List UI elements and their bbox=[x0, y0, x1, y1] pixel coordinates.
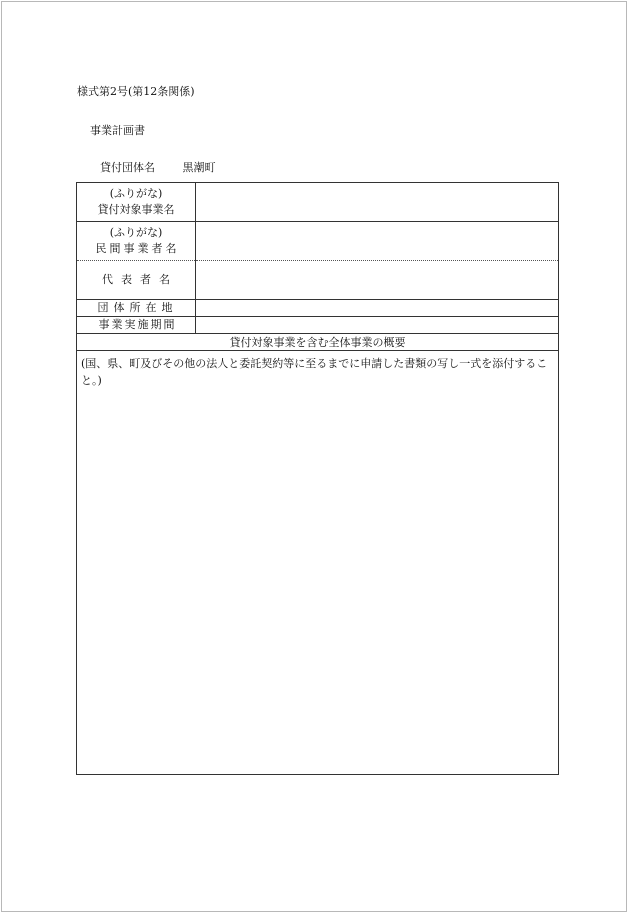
summary-header: 貸付対象事業を含む全体事業の概要 bbox=[77, 334, 559, 351]
project-furigana: (ふりがな) bbox=[109, 187, 163, 200]
table-row bbox=[77, 334, 559, 351]
address-label: 団体所在地 bbox=[77, 300, 196, 317]
form-number: 様式第2号(第12条関係) bbox=[77, 85, 195, 98]
document-title: 事業計画書 bbox=[90, 124, 145, 137]
table-row bbox=[77, 222, 559, 261]
table-row bbox=[77, 351, 559, 775]
organization-row bbox=[100, 159, 216, 175]
operator-name-label bbox=[77, 222, 196, 261]
project-label: 貸付対象事業名 bbox=[97, 203, 175, 216]
summary-field[interactable] bbox=[77, 351, 559, 775]
representative-label: 代表者名 bbox=[77, 261, 196, 300]
organization-label: 貸付団体名 bbox=[100, 161, 155, 174]
table-row bbox=[77, 183, 559, 222]
plan-form-table bbox=[76, 182, 559, 775]
operator-name-field[interactable] bbox=[196, 222, 559, 261]
table-row bbox=[77, 317, 559, 334]
summary-note: (国、県、町及びその他の法人と委託契約等に至るまでに申請した書類の写し一式を添付すること。) bbox=[81, 357, 548, 387]
operator-furigana: (ふりがな) bbox=[109, 226, 163, 239]
table-row bbox=[77, 300, 559, 317]
period-label: 事業実施期間 bbox=[77, 317, 196, 334]
address-field[interactable] bbox=[196, 300, 559, 317]
project-name-label bbox=[77, 183, 196, 222]
operator-label: 民間事業者名 bbox=[95, 242, 180, 255]
period-field[interactable] bbox=[196, 317, 559, 334]
representative-field[interactable] bbox=[196, 261, 559, 300]
organization-name: 黒潮町 bbox=[182, 161, 216, 174]
project-name-field[interactable] bbox=[196, 183, 559, 222]
table-row bbox=[77, 261, 559, 300]
